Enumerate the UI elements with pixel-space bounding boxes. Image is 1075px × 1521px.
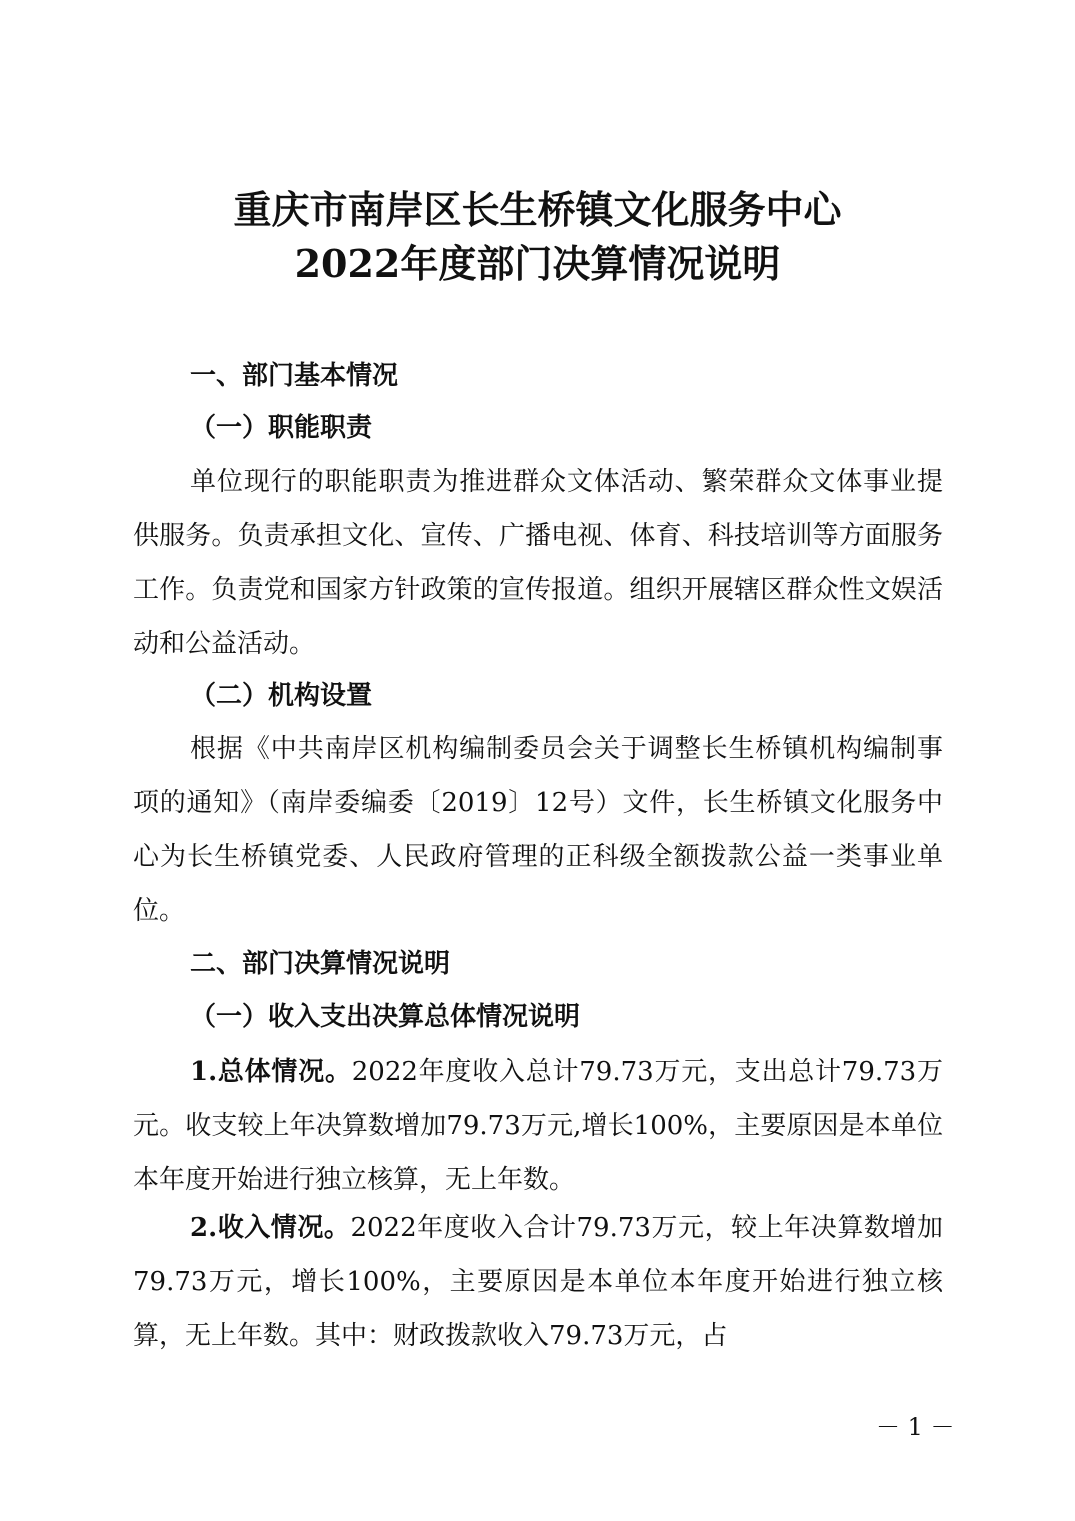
overall-situation-text: 2022年度收入总计79.73万元，支出总计79.73万元。收支较上年决算数增加79.73万元,增长100%，主要原因是本单位本年度开始进行独立核算，无上年数。	[133, 1057, 943, 1195]
section1-heading: 一、部门基本情况	[190, 361, 399, 391]
document-title-line1: 重庆市南岸区长生桥镇文化服务中心	[233, 187, 842, 232]
page-number: － 1 －	[876, 1413, 955, 1441]
income-situation-lead: 2.收入情况。	[190, 1213, 351, 1243]
income-situation-text: 2022年度收入合计79.73万元，较上年决算数增加79.73万元，增长100%，主要原因是本单位本年度开始进行独立核算，无上年数。其中：财政拨款收入79.73万元，占	[133, 1213, 943, 1351]
overall-situation-paragraph	[133, 1045, 943, 1207]
overall-situation-lead: 1.总体情况。	[190, 1057, 352, 1087]
section1-sub1-paragraph: 单位现行的职能职责为推进群众文体活动、繁荣群众文体事业提供服务。负责承担文化、宣传、广播电视、体育、科技培训等方面服务工作。负责党和国家方针政策的宣传报道。组织开展辖区群众性文娱活动和公益活动。	[133, 467, 943, 659]
income-situation-paragraph	[133, 1201, 943, 1363]
section2-heading: 二、部门决算情况说明	[190, 949, 451, 979]
document-title-line2: 2022年度部门决算情况说明	[294, 241, 781, 286]
section2-sub1-heading: （一）收入支出决算总体情况说明	[190, 1002, 581, 1032]
section1-sub2-paragraph: 根据《中共南岸区机构编制委员会关于调整长生桥镇机构编制事项的通知》（南岸委编委〔2019〕12号）文件，长生桥镇文化服务中心为长生桥镇党委、人民政府管理的正科级全额拨款公益一类事业单位。	[133, 734, 943, 926]
section1-sub2-heading: （二）机构设置	[190, 681, 373, 711]
section1-sub1-heading: （一）职能职责	[190, 413, 373, 443]
